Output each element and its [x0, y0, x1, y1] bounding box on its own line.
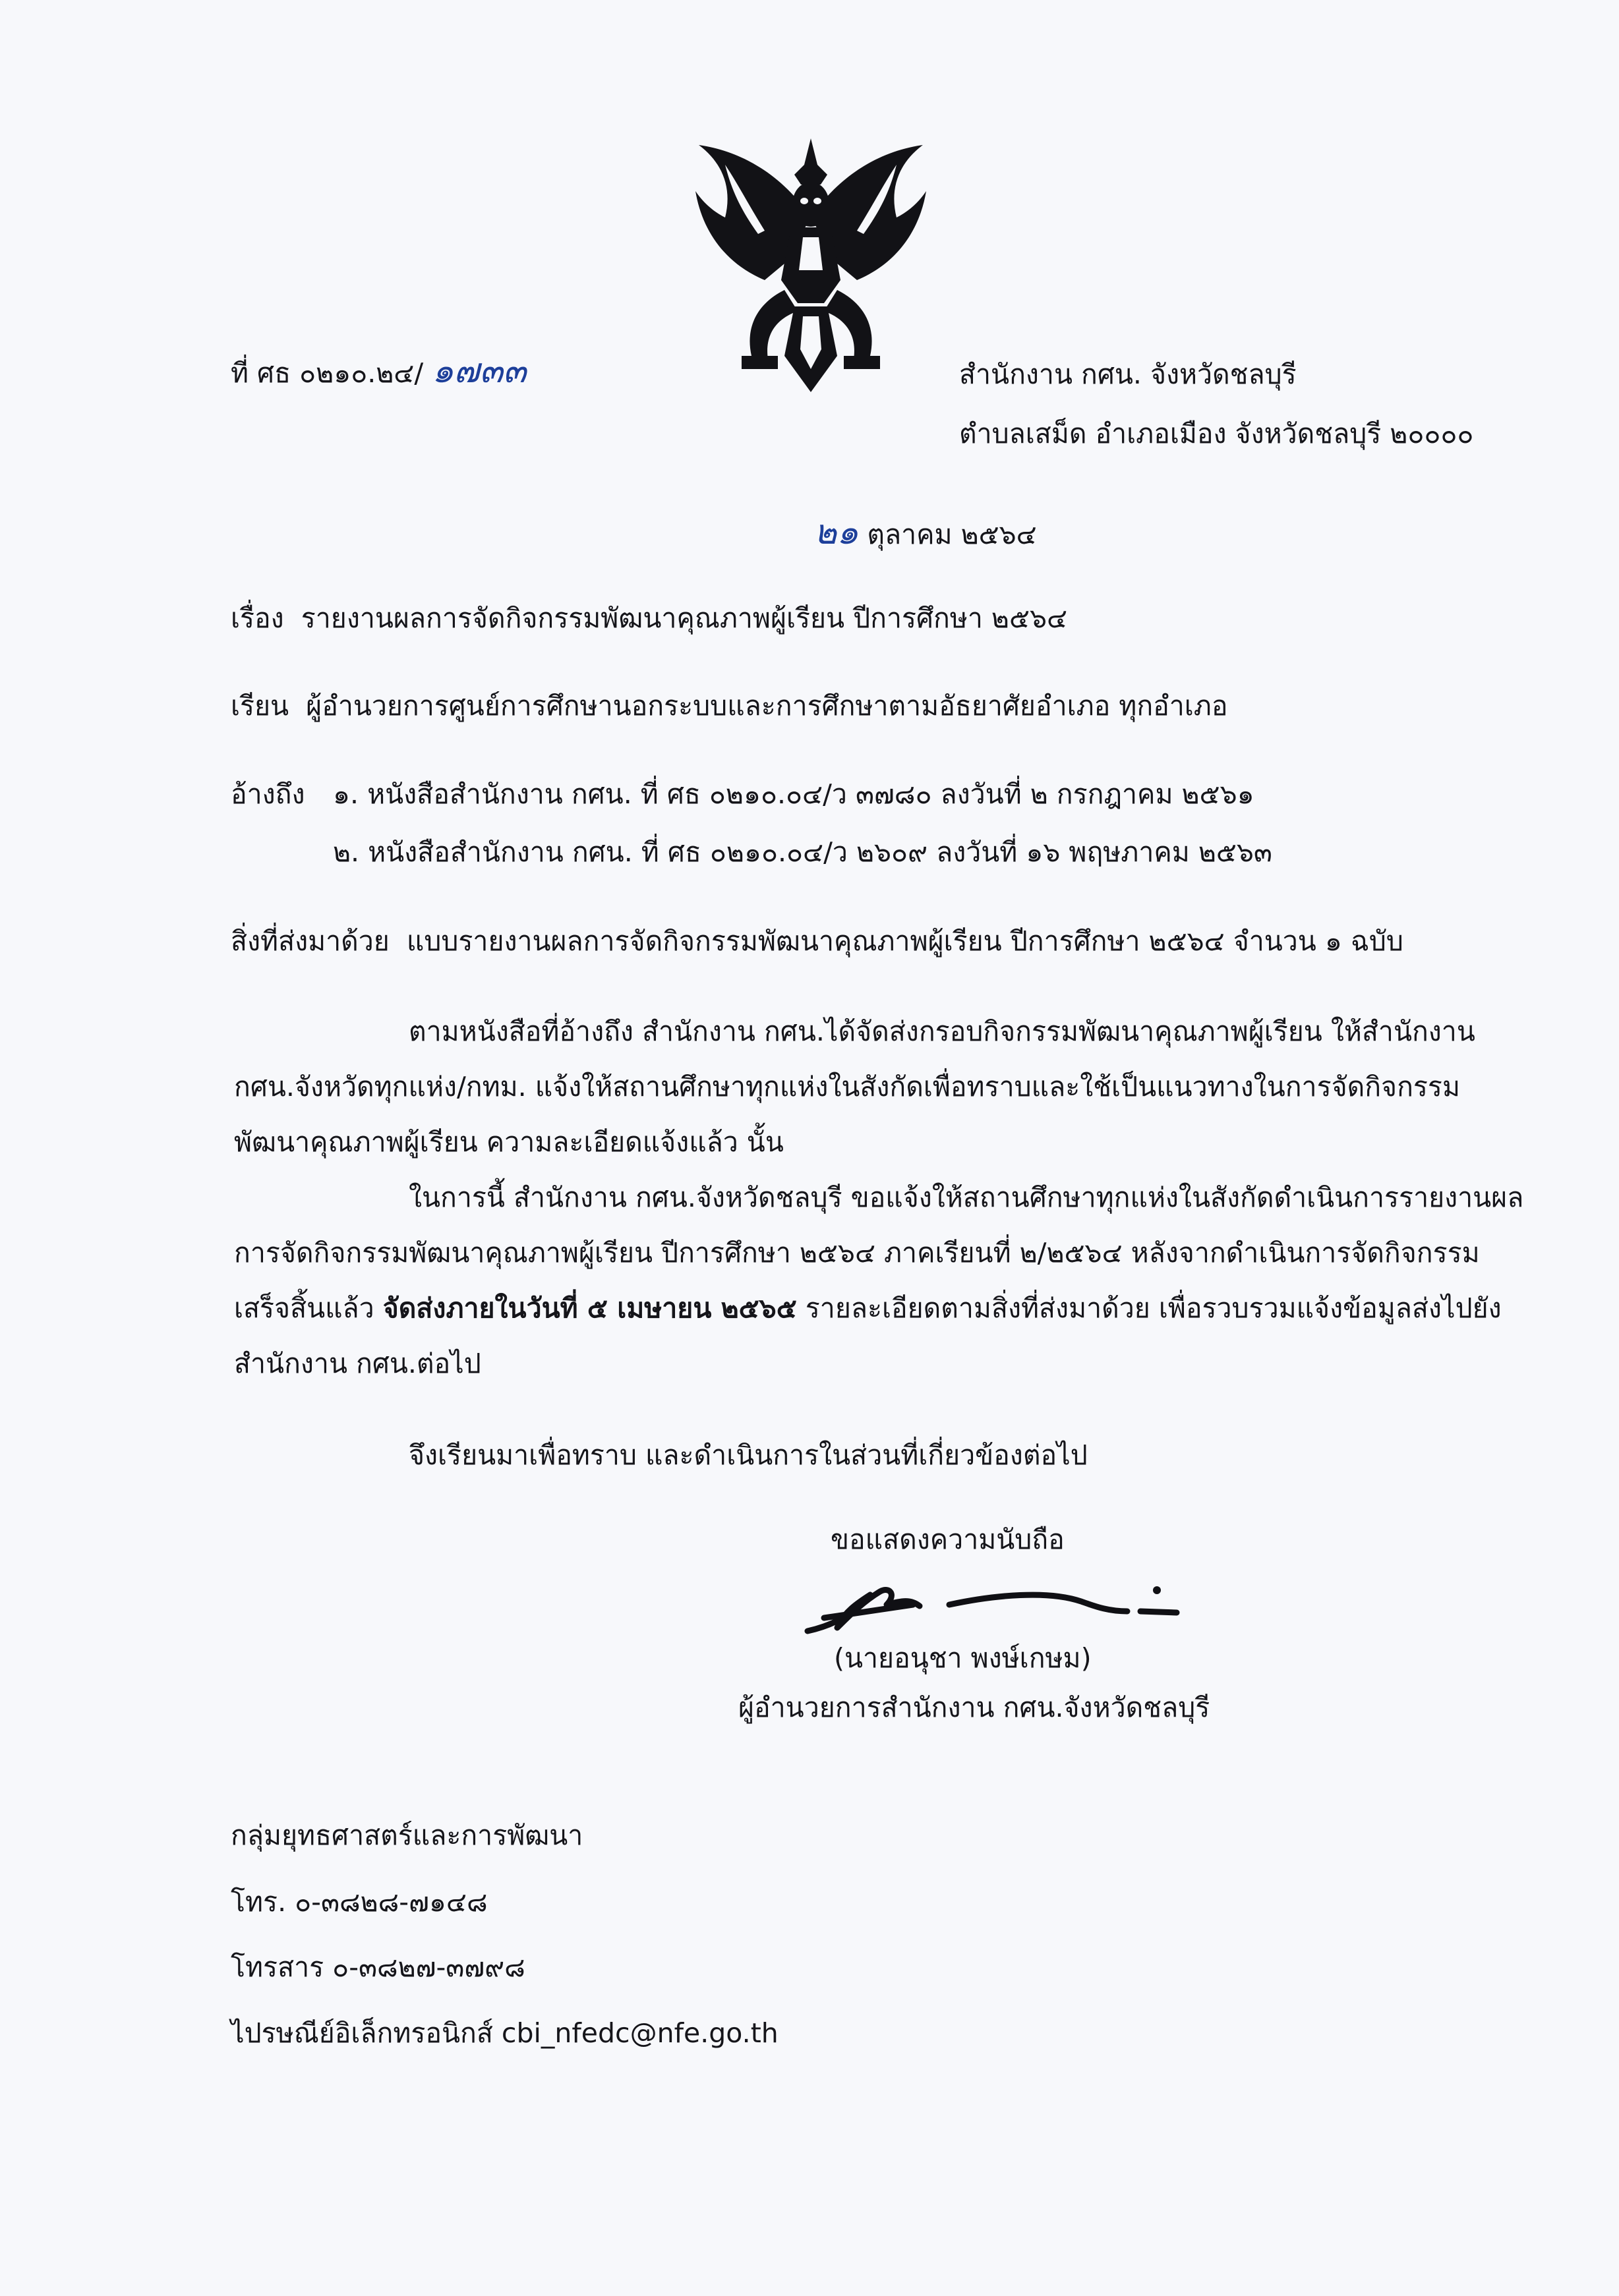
signatory-name: (นายอนุชา พงษ์เกษม)	[834, 1642, 1092, 1674]
addressee-text: ผู้อำนวยการศูนย์การศึกษานอกระบบและการศึกษาตามอัธยาศัยอำเภอ ทุกอำเภอ	[306, 690, 1228, 722]
signature-mark	[798, 1565, 1187, 1644]
enclosure-label: สิ่งที่ส่งมาด้วย	[231, 925, 390, 957]
footer-email: ไปรษณีย์อิเล็กทรอนิกส์ cbi_nfedc@nfe.go.th	[231, 2017, 779, 2049]
addressee-line	[231, 687, 1227, 724]
body-text: เสร็จสิ้นแล้ว	[234, 1292, 383, 1324]
document-number	[231, 353, 526, 391]
footer-unit: กลุ่มยุทธศาสตร์และการพัฒนา	[231, 1820, 583, 1851]
closing-line: จึงเรียนมาเพื่อทราบ และดำเนินการในส่วนที่เกี่ยวข้องต่อไป	[409, 1439, 1088, 1471]
subject-line	[231, 600, 1067, 637]
handwritten-day: ๒๑	[814, 513, 859, 552]
signatory-position: ผู้อำนวยการสำนักงาน กศน.จังหวัดชลบุรี	[738, 1692, 1210, 1723]
enclosure-text: แบบรายงานผลการจัดกิจกรรมพัฒนาคุณภาพผู้เรียน ปีการศึกษา ๒๕๖๔ จำนวน ๑ ฉบับ	[406, 925, 1403, 957]
addressee-label: เรียน	[231, 690, 289, 722]
body-line: กศน.จังหวัดทุกแห่ง/กทม. แจ้งให้สถานศึกษาทุกแห่งในสังกัดเพื่อทราบและใช้เป็นแนวทางในการจัดกิจกรรม	[234, 1071, 1460, 1103]
enclosure-line	[231, 923, 1403, 960]
deadline-text: จัดส่งภายในวันที่ ๕ เมษายน ๒๕๖๕	[382, 1292, 797, 1324]
body-line: สำนักงาน กศน.ต่อไป	[234, 1348, 481, 1379]
references-label: อ้างถึง	[231, 778, 305, 810]
sender-address: ตำบลเสม็ด อำเภอเมือง จังหวัดชลบุรี ๒๐๐๐๐	[959, 418, 1474, 449]
footer-phone: โทร. ๐-๓๘๒๘-๗๑๔๘	[231, 1886, 488, 1918]
salutation: ขอแสดงความนับถือ	[831, 1524, 1065, 1555]
reference-item: ๑. หนังสือสำนักงาน กศน. ที่ ศธ ๐๒๑๐.๐๔/ว ๓๗๘๐ ลงวันที่ ๒ กรกฎาคม ๒๕๖๑	[333, 778, 1254, 810]
reference-item: ๒. หนังสือสำนักงาน กศน. ที่ ศธ ๐๒๑๐.๐๔/ว ๒๖๐๙ ลงวันที่ ๑๖ พฤษภาคม ๒๕๖๓	[333, 836, 1272, 868]
date-month-year: ตุลาคม ๒๕๖๔	[867, 519, 1037, 550]
subject-label: เรื่อง	[231, 602, 284, 634]
subject-text: รายงานผลการจัดกิจกรรมพัฒนาคุณภาพผู้เรียน ปีการศึกษา ๒๕๖๔	[301, 602, 1068, 634]
garuda-emblem-icon	[686, 138, 936, 395]
body-text: รายละเอียดตามสิ่งที่ส่งมาด้วย เพื่อรวบรวมแจ้งข้อมูลส่งไปยัง	[796, 1292, 1502, 1324]
body-line	[234, 1280, 1526, 1336]
footer-fax: โทรสาร ๐-๓๘๒๗-๓๗๙๘	[231, 1951, 525, 1983]
body-paragraph-2	[234, 1170, 1526, 1391]
handwritten-document-number: ๑๗๓๓	[432, 351, 527, 391]
body-line: การจัดกิจกรรมพัฒนาคุณภาพผู้เรียน ปีการศึกษา ๒๕๖๔ ภาคเรียนที่ ๒/๒๕๖๔ หลังจากดำเนินการจัดกิจกรรม	[234, 1237, 1480, 1269]
body-line: ในการนี้ สำนักงาน กศน.จังหวัดชลบุรี ขอแจ้งให้สถานศึกษาทุกแห่งในสังกัดดำเนินการรายงานผล	[409, 1182, 1524, 1213]
document-number-prefix: ที่ ศธ ๐๒๑๐.๒๔/	[231, 357, 424, 389]
letter-date	[814, 514, 1037, 553]
body-paragraph-1	[234, 1004, 1526, 1170]
body-line: ตามหนังสือที่อ้างถึง สำนักงาน กศน.ได้จัดส่งกรอบกิจกรรมพัฒนาคุณภาพผู้เรียน ให้สำนักงาน	[409, 1016, 1475, 1047]
body-line: พัฒนาคุณภาพผู้เรียน ความละเอียดแจ้งแล้ว นั้น	[234, 1126, 784, 1158]
sender-office: สำนักงาน กศน. จังหวัดชลบุรี	[959, 359, 1297, 390]
